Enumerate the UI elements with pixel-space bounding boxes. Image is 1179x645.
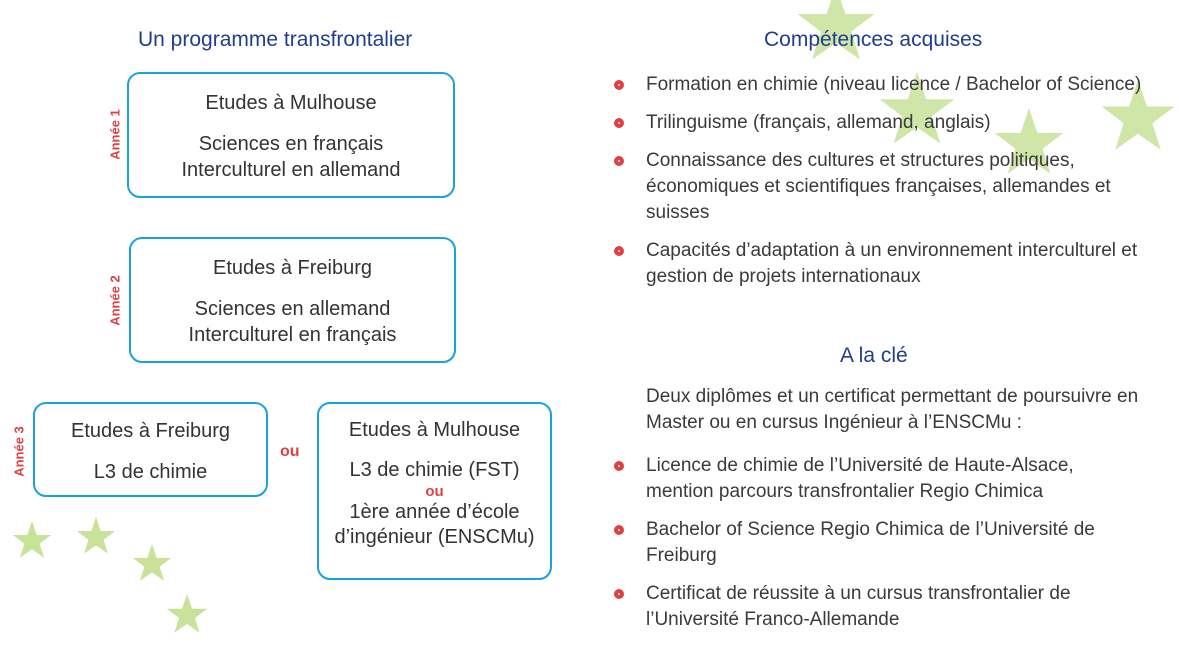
competences-list (609, 72, 1169, 290)
bullet-icon (614, 118, 624, 128)
year-3-option-b-line-3: d’ingénieur (ENSCMu) (334, 526, 535, 548)
bullet-icon (614, 246, 624, 256)
year-1-title: Etudes à Mulhouse (205, 92, 377, 114)
star-icon (76, 517, 116, 555)
year-3-option-a-title: Etudes à Freiburg (71, 420, 230, 442)
competence-text: Trilinguisme (français, allemand, anglais) (646, 112, 991, 133)
year-3-option-b-line-1: L3 de chimie (FST) (349, 459, 520, 481)
year-1-line-1: Sciences en français (198, 133, 384, 155)
competence-text: Connaissance des cultures et structures politiques, économiques et scientifiques françaises, allemandes et suisses (646, 150, 1111, 223)
star-icon (166, 594, 208, 634)
year-3-option-b-title: Etudes à Mulhouse (348, 419, 521, 441)
year-1-line-2: Interculturel en allemand (181, 159, 401, 181)
list-item (609, 517, 1139, 569)
or-separator: ou (280, 443, 300, 460)
year-3-option-b-line-2: 1ère année d’école (349, 501, 520, 523)
year-3-option-a-box (33, 402, 268, 497)
list-item (609, 110, 1169, 136)
year-1-box (127, 72, 455, 198)
cle-title: A la clé (840, 344, 908, 367)
bullet-icon (614, 80, 624, 90)
programme-title: Un programme transfrontalier (138, 28, 413, 51)
diplomes-list (609, 453, 1139, 633)
year-3-option-a-line-1: L3 de chimie (93, 461, 208, 483)
diplome-text: Certificat de réussite à un cursus transfrontalier de l’Université Franco-Allemande (646, 583, 1071, 630)
year-2-line-1: Sciences en allemand (194, 298, 391, 320)
list-item (609, 238, 1169, 290)
year-2-label: Année 2 (107, 275, 123, 326)
diplome-text: Licence de chimie de l’Université de Haute-Alsace, mention parcours transfrontalier Regio Chimica (646, 455, 1074, 502)
list-item (609, 453, 1139, 505)
year-3-option-b-or: ou (425, 483, 444, 500)
year-3-option-b-box (317, 402, 552, 580)
competence-text: Formation en chimie (niveau licence / Bachelor of Science) (646, 74, 1142, 95)
year-2-line-2: Interculturel en français (188, 324, 397, 346)
list-item (609, 72, 1169, 98)
cle-intro: Deux diplômes et un certificat permettant de poursuivre en Master ou en cursus Ingénieur à l’ENSCMu : (646, 386, 1139, 433)
bullet-icon (614, 461, 624, 471)
list-item (609, 148, 1169, 226)
diplome-text: Bachelor of Science Regio Chimica de l’Université de Freiburg (646, 519, 1095, 566)
star-icon (12, 521, 52, 559)
year-2-box (129, 237, 456, 363)
list-item (609, 581, 1139, 633)
star-icon (132, 544, 172, 582)
competence-text: Capacités d’adaptation à un environnement interculturel et gestion de projets internationaux (646, 240, 1138, 287)
bullet-icon (614, 589, 624, 599)
bullet-icon (614, 525, 624, 535)
competences-title: Compétences acquises (764, 28, 983, 51)
year-3-label: Année 3 (11, 426, 27, 477)
year-2-title: Etudes à Freiburg (213, 257, 372, 279)
bullet-icon (614, 156, 624, 166)
year-1-label: Année 1 (107, 109, 123, 160)
